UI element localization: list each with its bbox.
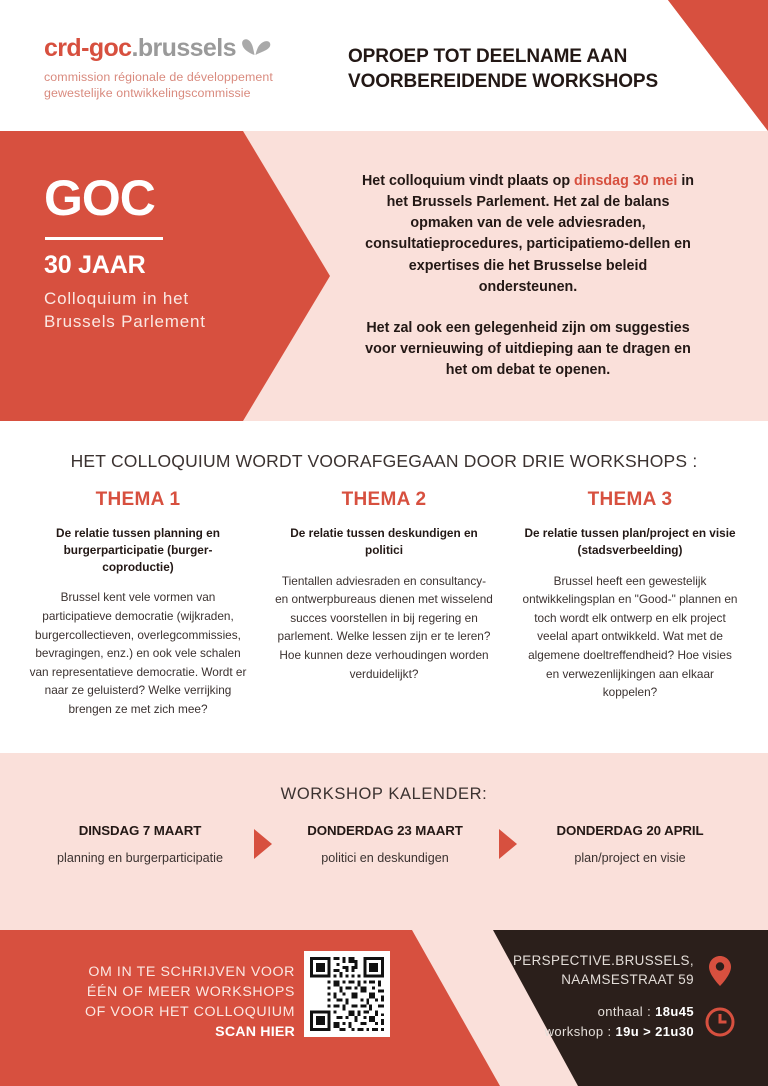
footer-cta-line-2: ÉÉN OF MEER WORKSHOPS bbox=[86, 984, 295, 1001]
footer-venue-info bbox=[498, 952, 738, 1041]
footer-workshop-value: 19u > 21u30 bbox=[615, 1023, 694, 1039]
theme-column-1 bbox=[28, 489, 248, 719]
location-pin-glyph bbox=[707, 955, 733, 987]
footer-cta-text bbox=[47, 962, 295, 1043]
brand-logo bbox=[44, 36, 344, 102]
footer-time-row bbox=[498, 1002, 738, 1041]
calendar-item-3-desc: plan/project en visie bbox=[574, 851, 686, 865]
footer-onthaal-value: 18u45 bbox=[655, 1004, 694, 1019]
footer-address bbox=[513, 952, 694, 989]
goc-identity-block bbox=[44, 170, 264, 334]
qr-code[interactable] bbox=[304, 951, 390, 1037]
theme-1-label: THEMA 1 bbox=[95, 489, 181, 510]
footer-times bbox=[545, 1002, 694, 1041]
footer-scan-here: SCAN HIER bbox=[215, 1024, 295, 1041]
themes-columns bbox=[28, 489, 740, 719]
logo-subtitle bbox=[44, 69, 344, 102]
heart-icon bbox=[241, 36, 271, 61]
calendar-heading: WORKSHOP KALENDER: bbox=[280, 785, 488, 803]
theme-2-body: Tientallen adviesraden en consultancy- en ontwerpbureaus dienen met wisselend succes voorstellen in bij regering en parlement. Welke lessen zijn er te leren? Hoe kunnen deze verhoudingen worden verduidelijkt? bbox=[275, 573, 493, 681]
logo-subtitle-nl: gewestelijke ontwikkelingscommissie bbox=[44, 86, 251, 101]
goc-subtitle: Colloquium in het Brussels Parlement bbox=[44, 289, 206, 332]
theme-3-subtitle: De relatie tussen plan/project en visie (stadsverbeelding) bbox=[524, 526, 736, 557]
theme-1-body: Brussel kent vele vormen van participatieve democratie (wijkraden, burgercollectieven, overlegcommissies, bevragingen, enz.) en ook vele schalen van representatieve democratie. Wordt er naar ze geluisterd? Welke verrijking brengen ze met zich mee? bbox=[29, 590, 247, 716]
calendar-item-3 bbox=[530, 823, 730, 868]
theme-column-2 bbox=[274, 489, 494, 719]
footer-address-row bbox=[498, 952, 738, 989]
calendar-item-1 bbox=[40, 823, 240, 868]
calendar-item-3-date: DONDERDAG 20 APRIL bbox=[556, 823, 704, 838]
clock-glyph bbox=[705, 1007, 735, 1037]
footer-time-workshop bbox=[545, 1022, 694, 1042]
calendar-arrow-1 bbox=[240, 823, 285, 859]
footer-time-onthaal bbox=[545, 1002, 694, 1022]
calendar-items bbox=[40, 823, 730, 868]
theme-2-label: THEMA 2 bbox=[341, 489, 427, 510]
qr-code-image bbox=[304, 951, 390, 1037]
logo-wordmark bbox=[44, 36, 344, 62]
page-title: OPROEP TOT DEELNAME AAN VOORBEREIDENDE WORKSHOPS bbox=[348, 46, 659, 93]
arrow-right-icon bbox=[499, 829, 517, 859]
logo-crd-goc: crd-goc bbox=[44, 34, 132, 62]
calendar-item-1-desc: planning en burgerparticipatie bbox=[57, 851, 223, 865]
footer-cta-line-3: OF VOOR HET COLLOQUIUM bbox=[84, 1004, 295, 1021]
banner-p1-after: in het Brussels Parlement. Het zal de balans opmaken van de vele adviesraden, consultatieprocedures, participatiemo-dellen en expertises die het Brusselse beleid ondersteunen. bbox=[365, 173, 695, 295]
logo-subtitle-fr: commission régionale de développement bbox=[44, 69, 273, 84]
banner-paragraph-1 bbox=[358, 171, 698, 298]
logo-brussels: brussels bbox=[137, 34, 236, 62]
banner-section bbox=[0, 131, 768, 421]
themes-heading: HET COLLOQUIUM WORDT VOORAFGEGAAN DOOR DRIE WORKSHOPS : bbox=[70, 451, 698, 471]
header-section bbox=[0, 0, 768, 131]
location-pin-icon bbox=[702, 955, 738, 987]
footer-address-line-1: PERSPECTIVE.BRUSSELS, bbox=[512, 953, 694, 968]
goc-anniversary: 30 JAAR bbox=[44, 251, 146, 279]
theme-1-subtitle: De relatie tussen planning en burgerparticipatie (burger-coproductie) bbox=[56, 526, 220, 574]
arrow-right-icon bbox=[254, 829, 272, 859]
banner-p1-date-highlight: dinsdag 30 mei bbox=[574, 173, 678, 189]
themes-section bbox=[0, 421, 768, 753]
calendar-item-2-desc: politici en deskundigen bbox=[321, 851, 449, 865]
logo-dot: . bbox=[131, 34, 138, 62]
calendar-item-2 bbox=[285, 823, 485, 868]
calendar-item-2-date: DONDERDAG 23 MAART bbox=[307, 823, 463, 838]
calendar-section bbox=[0, 753, 768, 930]
theme-3-label: THEMA 3 bbox=[587, 489, 673, 510]
footer-address-line-2: NAAMSESTRAAT 59 bbox=[561, 971, 694, 987]
banner-p1-before: Het colloquium vindt plaats op bbox=[361, 173, 575, 189]
banner-paragraph-2: Het zal ook een gelegenheid zijn om suggesties voor vernieuwing of uitdieping aan te dragen en het om debat te openen. bbox=[365, 319, 691, 379]
theme-3-body: Brussel heeft een gewestelijk ontwikkelingsplan en "Good-" plannen en toch wordt elk ontwerp en elk project veelal apart ontwikkeld. Wat met de algemene doeltreffendheid? Hoe visies en verwezenlijkingen aan elkaar koppelen? bbox=[522, 573, 738, 700]
calendar-item-1-date: DINSDAG 7 MAART bbox=[78, 823, 202, 838]
footer-cta-line-1: OM IN TE SCHRIJVEN VOOR bbox=[88, 964, 295, 980]
theme-column-3 bbox=[520, 489, 740, 719]
goc-title: GOC bbox=[44, 170, 155, 226]
calendar-arrow-2 bbox=[485, 823, 530, 859]
footer-onthaal-label: onthaal : bbox=[597, 1004, 656, 1019]
banner-description bbox=[358, 171, 698, 381]
clock-icon bbox=[702, 1007, 738, 1037]
theme-2-subtitle: De relatie tussen deskundigen en politici bbox=[290, 526, 478, 557]
goc-divider bbox=[45, 237, 163, 240]
footer-workshop-label: workshop : bbox=[544, 1023, 616, 1039]
